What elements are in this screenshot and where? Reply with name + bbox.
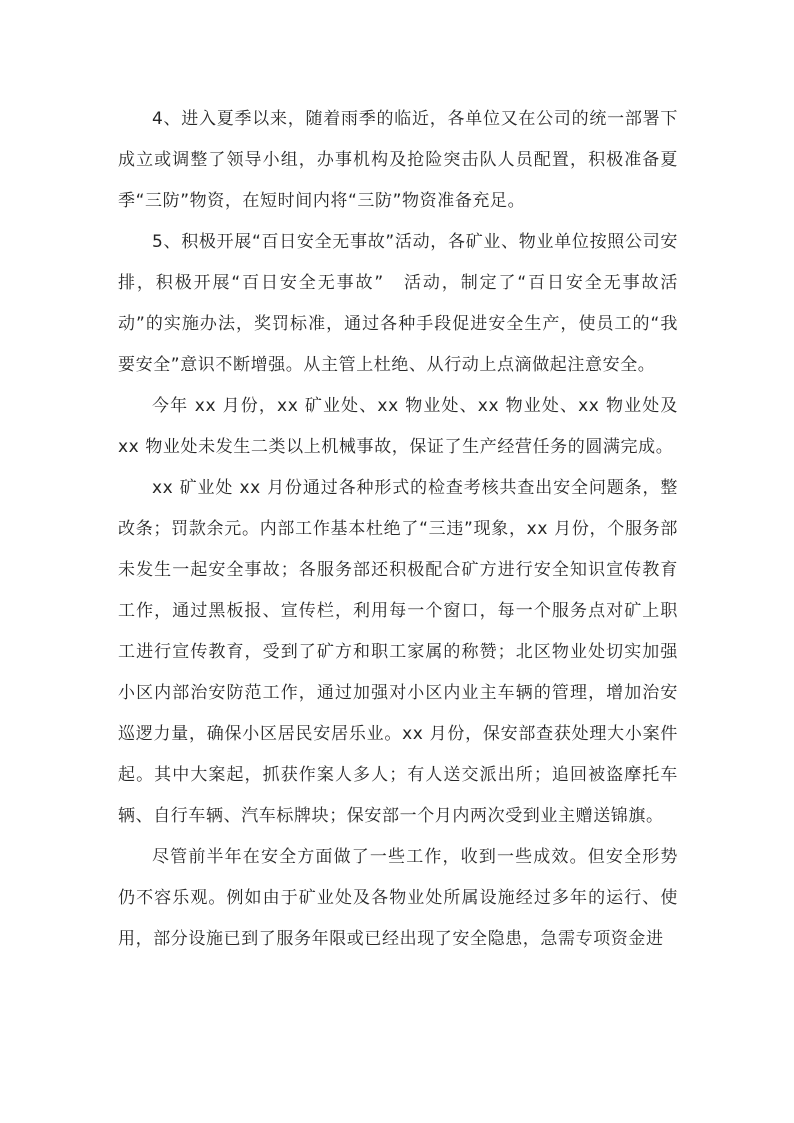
paragraph-outstanding-issues: 尽管前半年在安全方面做了一些工作，收到一些成效。但安全形势仍不容乐观。例如由于矿业处及各物业处所属设施经过多年的运行、使用，部分设施已到了服务年限或已经出现了安全隐患，急需专项资金进 — [118, 847, 678, 949]
paragraph-inspection-results: xx 矿业处 xx 月份通过各种形式的检查考核共查出安全问题条，整改条；罚款余元。内部工作基本杜绝了“三违”现象，xx 月份，个服务部未发生一起安全事故；各服务部还积极配合矿方进行安全知识宣传教育工作，通过黑板报、宣传栏，利用每一个窗口，每一个服务点对矿上职工进行宣传教育，受到了矿方和职工家属的称赞；北区物业处切实加强小区内部治安防范工作，通过加强对小区内业主车辆的管理，增加治安巡逻力量，确保小区居民安居乐业。xx 月份，保安部查获处理大小案件起。其中大案起，抓获作案人多人；有人送交派出所；追回被盗摩托车辆、自行车辆、汽车标牌块；保安部一个月内两次受到业主赠送锦旗。 — [118, 478, 678, 826]
document-body — [118, 99, 678, 960]
paragraph-hundred-days-campaign: 5、积极开展“百日安全无事故”活动，各矿业、物业单位按照公司安排，积极开展“百日安全无事故” 活动，制定了“百日安全无事故活动”的实施办法，奖罚标准，通过各种手段促进安全生产，使员工的“我要安全”意识不断增强。从主管上杜绝、从行动上点滴做起注意安全。 — [118, 232, 678, 375]
paragraph-summer-preparation: 4、进入夏季以来，随着雨季的临近，各单位又在公司的统一部署下成立或调整了领导小组，办事机构及抢险突击队人员配置，积极准备夏季“三防”物资，在短时间内将“三防”物资准备充足。 — [118, 109, 678, 211]
paragraph-no-accidents: 今年 xx 月份，xx 矿业处、xx 物业处、xx 物业处、xx 物业处及 xx 物业处未发生二类以上机械事故，保证了生产经营任务的圆满完成。 — [118, 396, 678, 457]
